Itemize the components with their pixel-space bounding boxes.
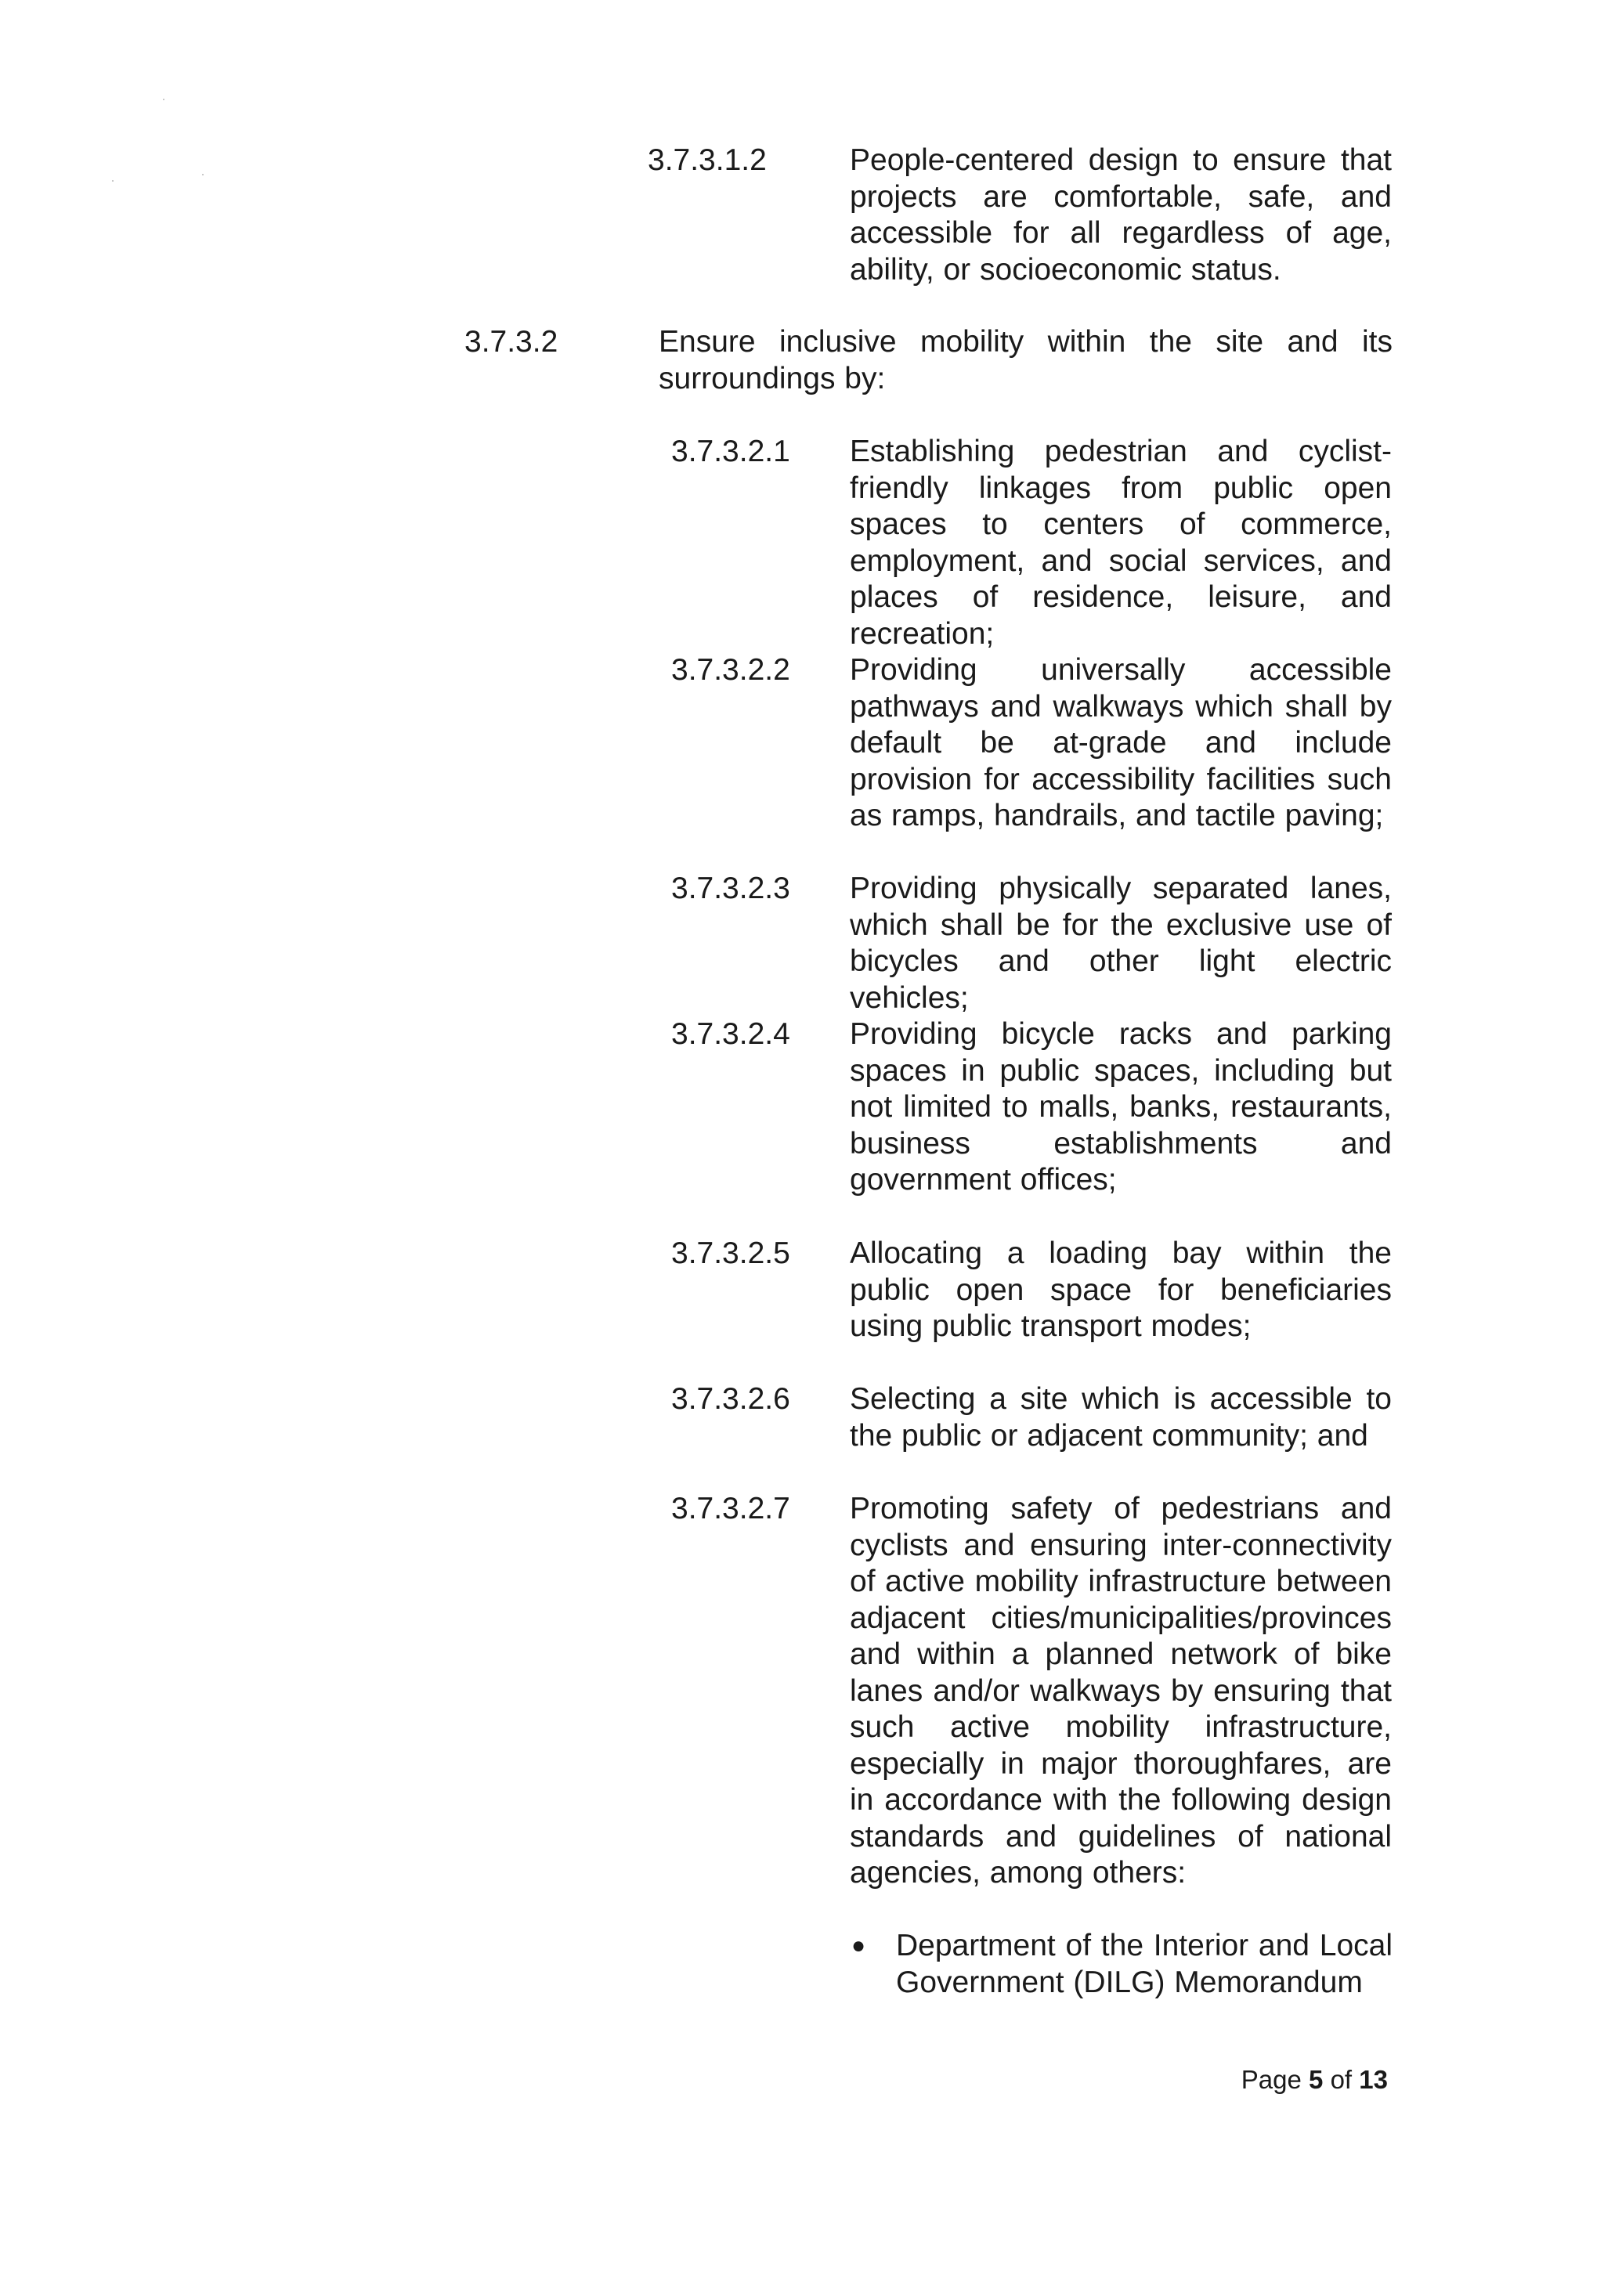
scan-speck	[202, 174, 204, 175]
paragraph-text: Providing physically separated lanes, which shall be for the exclusive use of bicycles and other light electric vehicles;	[850, 872, 1392, 1015]
page-total: 13	[1359, 2065, 1388, 2094]
paragraph-text: Selecting a site which is accessible to the public or adjacent community; and	[850, 1382, 1392, 1453]
paragraph-text: Providing bicycle racks and parking spaces in public spaces, including but not limited to malls, banks, restaurants, business establishments and government offices;	[850, 1017, 1392, 1197]
paragraph-text: Ensure inclusive mobility within the site and its surroundings by:	[659, 325, 1393, 395]
paragraph-3-7-3-1-2	[648, 143, 1392, 288]
bullet-text: Department of the Interior and Local Government (DILG) Memorandum	[896, 1929, 1393, 1999]
bullet-item	[851, 1928, 1393, 2001]
of-word: of	[1330, 2065, 1353, 2094]
paragraph-number: 3.7.3.2	[464, 325, 558, 359]
paragraph-text: People-centered design to ensure that projects are comfortable, safe, and accessible for all regardless of age, ability, or socioeconomic status.	[850, 143, 1392, 287]
paragraph-3-7-3-2-7	[671, 1491, 1392, 1892]
scan-speck	[112, 180, 114, 182]
paragraph-number: 3.7.3.1.2	[648, 143, 767, 177]
paragraph-3-7-3-2	[464, 324, 1393, 397]
paragraph-number: 3.7.3.2.5	[671, 1236, 790, 1270]
bullet-dot-icon: ●	[851, 1933, 866, 1958]
paragraph-3-7-3-2-3	[671, 871, 1392, 1016]
scan-speck	[163, 99, 164, 100]
page-footer	[1241, 2064, 1388, 2096]
paragraph-3-7-3-2-4	[671, 1016, 1392, 1199]
page-number: 5	[1309, 2065, 1324, 2094]
paragraph-number: 3.7.3.2.7	[671, 1492, 790, 1525]
paragraph-3-7-3-2-2	[671, 652, 1392, 835]
paragraph-text: Establishing pedestrian and cyclist-friendly linkages from public open spaces to centers of commerce, employment, and social services, and places of residence, leisure, and recreation;	[850, 435, 1392, 651]
paragraph-3-7-3-2-6	[671, 1381, 1392, 1454]
paragraph-number: 3.7.3.2.3	[671, 872, 790, 905]
paragraph-text: Allocating a loading bay within the public open space for beneficiaries using public transport modes;	[850, 1236, 1392, 1343]
paragraph-3-7-3-2-5	[671, 1236, 1392, 1345]
paragraph-number: 3.7.3.2.1	[671, 435, 790, 468]
paragraph-number: 3.7.3.2.2	[671, 653, 790, 687]
paragraph-text: Providing universally accessible pathways and walkways which shall by default be at-grade and include provision for accessibility facilities such as ramps, handrails, and tactile paving;	[850, 653, 1392, 832]
paragraph-number: 3.7.3.2.4	[671, 1017, 790, 1051]
paragraph-text: Promoting safety of pedestrians and cyclists and ensuring inter-connectivity of active mobility infrastructure between adjacent cities/municipalities/provinces and within a planned network of bike lanes and/or walkways by ensuring that such active mobility infrastructure, especially in major thoroughfares, are in accordance with the following design standards and guidelines of national agencies, among others:	[850, 1492, 1392, 1890]
paragraph-3-7-3-2-1	[671, 434, 1392, 652]
paragraph-number: 3.7.3.2.6	[671, 1382, 790, 1416]
page-word: Page	[1241, 2065, 1302, 2094]
